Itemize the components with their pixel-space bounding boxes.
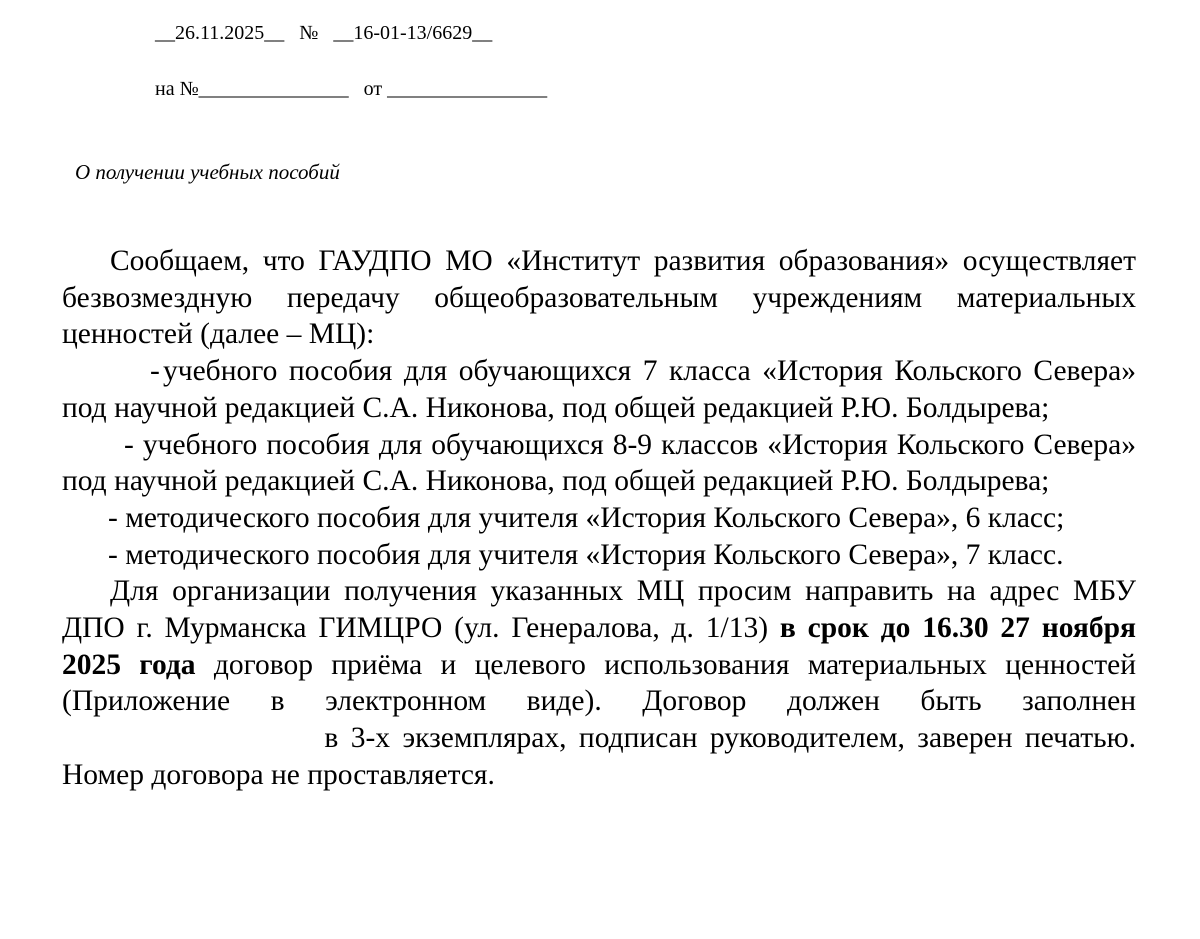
list-item	[62, 353, 1136, 426]
list-item: - учебного пособия для обучающихся 8-9 классов «История Кольского Севера» под научной редакцией С.А. Никонова, под общей редакцией Р.Ю. Болдырева;	[62, 428, 1136, 498]
letter-body	[62, 243, 1136, 794]
request-text: договор приёма и целевого использования материальных ценностей (Приложение в электронном виде). Договор должен быть заполнен	[62, 648, 1137, 718]
reference-line: на №_______________ от ________________	[155, 78, 548, 100]
registration-line: __26.11.2025__ № __16-01-13/6629__	[155, 22, 493, 44]
request-text: в 3-х экземплярах, подписан руководителем, заверен печатью. Номер договора не проставляется.	[62, 722, 1137, 791]
document-subject: О получении учебных пособий	[75, 160, 340, 184]
list-dash: -	[150, 355, 160, 388]
list-item: - методического пособия для учителя «История Кольского Севера», 7 класс.	[108, 538, 1064, 571]
list-item: - методического пособия для учителя «История Кольского Севера», 6 класс;	[108, 501, 1065, 534]
request-paragraph	[62, 573, 1136, 793]
deadline-text: в срок до 16.30 27 ноября 2025 года	[62, 612, 1136, 681]
intro-paragraph: Сообщаем, что ГАУДПО МО «Институт развития образования» осуществляет безвозмездную передачу общеобразовательным учреждениям материальных ценностей (далее – МЦ):	[62, 245, 1136, 351]
list-item-text: учебного пособия для обучающихся 7 класса «История Кольского Севера» под научной редакцией С.А. Никонова, под общей редакцией Р.Ю. Болдырева;	[62, 355, 1136, 424]
request-text: Для организации получения указанных МЦ просим направить на адрес МБУ ДПО г. Мурманска ГИМЦРО (ул. Генералова, д. 1/13)	[62, 575, 1136, 645]
